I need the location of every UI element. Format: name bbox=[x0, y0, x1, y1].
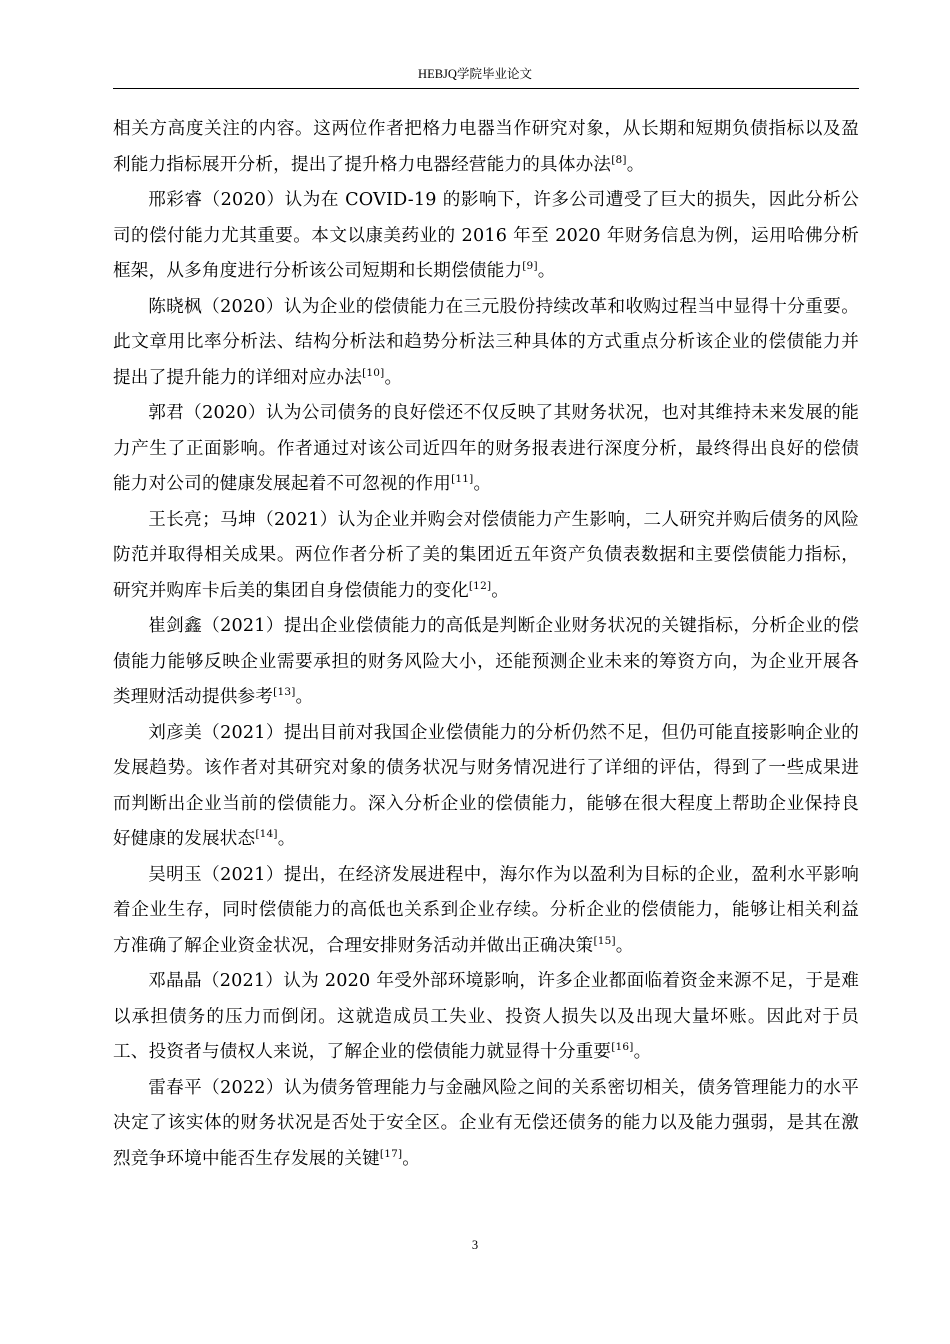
citation: [10] bbox=[362, 366, 385, 379]
paragraph-end: 。 bbox=[473, 474, 492, 494]
paragraph-text: 崔剑鑫（2021）提出企业偿债能力的高低是判断企业财务状况的关键指标，分析企业的偿债能力能够反映企业需要承担的财务风险大小，还能预测企业未来的筹资方向，为企业开展各类理财活动提供参考 bbox=[113, 616, 859, 707]
citation: [11] bbox=[451, 473, 474, 485]
citation: [17] bbox=[379, 1147, 403, 1160]
paragraph-text: 陈晓枫（2020）认为企业的偿债能力在三元股份持续改革和收购过程当中显得十分重要。此文章用比率分析法、结构分析法和趋势分析法三种具体的方式重点分析该企业的偿债能力并提出了提升能力的详细对应办法 bbox=[113, 296, 859, 388]
paragraph-end: 。 bbox=[633, 1042, 652, 1062]
paragraph-text: 邓晶晶（2021）认为 2020 年受外部环境影响，许多企业都面临着资金来源不足，于是难以承担债务的压力而倒闭。这就造成员工失业、投资人损失以及出现大量坏账。因此对于员工、投资者与债权人来说，了解企业的偿债能力就显得十分重要 bbox=[113, 971, 859, 1062]
paragraph-end: 。 bbox=[491, 580, 510, 601]
citation: [9] bbox=[522, 260, 538, 272]
paragraph-text: 郭君（2020）认为公司债务的良好偿还不仅反映了其财务状况，也对其维持未来发展的能力产生了正面影响。作者通过对该公司近四年的财务报表进行深度分析，最终得出良好的偿债能力对公司的健康发展起着不可忽视的作用 bbox=[113, 403, 859, 494]
citation: [8] bbox=[611, 153, 627, 166]
paragraph-text: 相关方高度关注的内容。这两位作者把格力电器当作研究对象，从长期和短期负债指标以及盈利能力指标展开分析，提出了提升格力电器经营能力的具体办法 bbox=[113, 119, 859, 175]
paragraph-end: 。 bbox=[626, 154, 645, 175]
citation: [15] bbox=[593, 934, 616, 947]
citation: [12] bbox=[468, 579, 492, 592]
page-number: 3 bbox=[471, 1238, 479, 1252]
paragraph bbox=[113, 609, 859, 716]
paragraph bbox=[113, 1071, 859, 1178]
header-divider bbox=[113, 88, 859, 89]
paragraph bbox=[113, 112, 859, 183]
paragraph-text: 王长亮；马坤（2021）认为企业并购会对偿债能力产生影响，二人研究并购后债务的风险防范并取得相关成果。两位作者分析了美的集团近五年资产负债表数据和主要偿债能力指标，研究并购库卡后美的集团自身偿债能力的变化 bbox=[113, 509, 859, 601]
paragraph bbox=[113, 964, 859, 1071]
citation: [13] bbox=[273, 686, 296, 698]
paragraph-end: 。 bbox=[277, 829, 296, 849]
paragraph bbox=[113, 716, 859, 858]
paragraph-text: 雷春平（2022）认为债务管理能力与金融风险之间的关系密切相关，债务管理能力的水平决定了该实体的财务状况是否处于安全区。企业有无偿还债务的能力以及能力强弱，是其在激烈竞争环境中能否生存发展的关键 bbox=[113, 1077, 859, 1169]
paragraph-end: 。 bbox=[384, 367, 403, 388]
paragraph-end: 。 bbox=[295, 687, 314, 707]
page-header-title: HEBJQ学院毕业论文 bbox=[418, 67, 532, 81]
body-text bbox=[113, 112, 859, 1177]
paragraph bbox=[113, 858, 859, 965]
paragraph-text: 邢彩睿（2020）认为在 COVID-19 的影响下，许多公司遭受了巨大的损失，因此分析公司的偿付能力尤其重要。本文以康美药业的 2016 年至 2020 年财务信息为例，运用哈佛分析框架，从多角度进行分析该公司短期和长期偿债能力 bbox=[113, 190, 859, 281]
citation: [14] bbox=[255, 828, 278, 840]
paragraph-text: 吴明玉（2021）提出，在经济发展进程中，海尔作为以盈利为目标的企业，盈利水平影响着企业生存，同时偿债能力的高低也关系到企业存续。分析企业的偿债能力，能够让相关利益方准确了解企业资金状况，合理安排财务活动并做出正确决策 bbox=[113, 864, 859, 956]
paragraph bbox=[113, 396, 859, 503]
paragraph-end: 。 bbox=[537, 261, 556, 281]
paragraph-end: 。 bbox=[615, 935, 634, 956]
citation: [16] bbox=[611, 1041, 634, 1053]
paragraph-end: 。 bbox=[402, 1148, 421, 1169]
paragraph bbox=[113, 290, 859, 397]
paragraph bbox=[113, 183, 859, 290]
paragraph bbox=[113, 503, 859, 610]
paragraph-text: 刘彦美（2021）提出目前对我国企业偿债能力的分析仍然不足，但仍可能直接影响企业的发展趋势。该作者对其研究对象的债务状况与财务情况进行了详细的评估，得到了一些成果进而判断出企业当前的偿债能力。深入分析企业的偿债能力，能够在很大程度上帮助企业保持良好健康的发展状态 bbox=[113, 722, 859, 849]
